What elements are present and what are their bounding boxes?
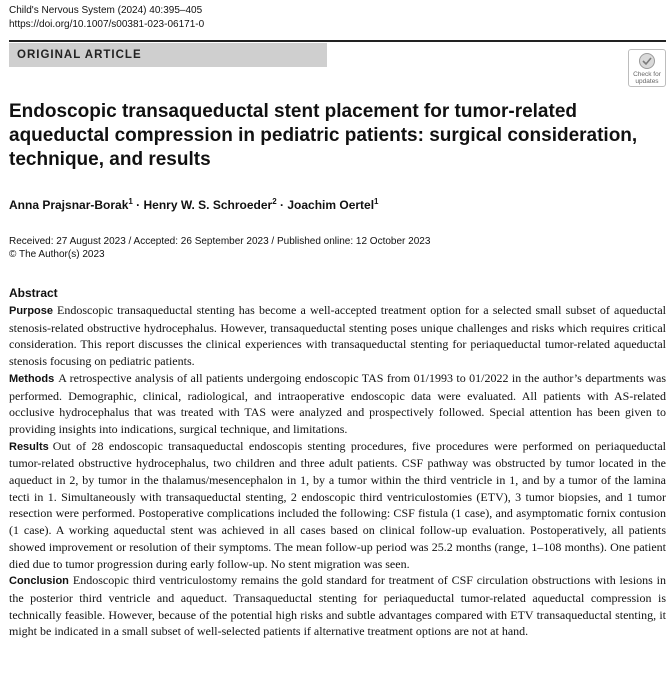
article-title: Endoscopic transaqueductal stent placement for tumor-related aqueductal compression in pediatric patients: surgical consideration, technique, and results (9, 101, 638, 170)
check-for-updates-badge[interactable] (628, 49, 666, 87)
article-type-label: ORIGINAL ARTICLE (17, 49, 142, 61)
journal-citation: Child's Nervous System (2024) 40:395–405 (9, 5, 203, 16)
author-affiliation: 1 (128, 197, 133, 206)
author-name[interactable]: Anna Prajsnar-Borak (9, 198, 129, 212)
abstract-section-text: Endoscopic third ventriculostomy remains the gold standard for treatment of CSF circulation obstructions with lesions in the posterior third ventricle and aqueduct. Transaqueductal stenting for periaqueductal tumor-related aqueductal compression is technically feasible. However, because of the potential high risks and subtle advantages compared with ETV transaqueductal stenting, it might be indicated in a small subset of well-selected patients if alternative treatment options are not at hand. (9, 573, 666, 639)
abstract-conclusion (9, 572, 666, 640)
publication-history: Received: 27 August 2023 / Accepted: 26 September 2023 / Published online: 12 October 2023 (9, 236, 431, 247)
author-affiliation: 1 (374, 197, 379, 206)
author-name[interactable]: Henry W. S. Schroeder (143, 198, 273, 212)
abstract-section-label: Methods (9, 372, 55, 385)
abstract-section-text: Endoscopic transaqueductal stenting has become a well-accepted treatment option for a selected small subset of aqueductal stenosis-related obstructive hydrocephalus. However, transaqueductal stenting poses unique challenges and risks which requires critical consideration. This report discusses the clinical experiences with transaqueductal stenting for periaqueductal tumor-related aqueductal stenosis focusing on pediatric patients. (9, 303, 666, 369)
check-for-updates-text: Check for updates (633, 71, 661, 85)
abstract-section-text: A retrospective analysis of all patients undergoing endoscopic TAS from 01/1993 to 01/2022 in the author’s departments was performed. Demographic, clinical, radiological, and intraoperative endoscopic data were evaluated. All patients with AS-related occlusive hydrocephalus that was treated with TAS were analyzed and prospectively followed. Special attention has been given to providing insights into indications, surgical technique, and limitations. (9, 370, 666, 436)
header-rule (9, 40, 666, 42)
doi-link[interactable]: https://doi.org/10.1007/s00381-023-06171-0 (9, 19, 205, 30)
author-separator: · (132, 198, 144, 212)
copyright-notice: © The Author(s) 2023 (9, 249, 105, 260)
author-affiliation: 2 (272, 197, 277, 206)
abstract-section-label: Conclusion (9, 575, 69, 588)
abstract-body (9, 302, 666, 640)
author-list (9, 194, 379, 213)
author-name[interactable]: Joachim Oertel (287, 198, 375, 212)
abstract-methods (9, 370, 666, 438)
abstract-results (9, 438, 666, 573)
abstract-purpose (9, 302, 666, 370)
author-separator: · (276, 198, 288, 212)
article-type-banner (9, 43, 327, 67)
abstract-heading: Abstract (9, 286, 58, 300)
abstract-section-text: Out of 28 endoscopic transaqueductal endoscopis stenting procedures, five procedures were performed on periaqueductal tumor-related obstructive hydrocephalus, two children and three adult patients. CSF pathway was obstructed by tumor located in the aqueduct in 2, by tumor in the thalamus/mesencephalon in 1, by a tumor within the third ventricle in 1, and by a tumor of the lamina tecti in 1. Simultaneously with transaqueductal stenting, 2 endoscopic third ventriculostomies (ETV), 3 tumor biopsies, and 1 tumor resection were performed. Postoperative complications included the following: CSF fistula (1 case), and asymptomatic fornix contusion (1 case). A working aqueductal stent was achieved in all cases based on clinical follow-up evaluation. Postoperatively, all patients showed improvement or resolution of their symptoms. The mean follow-up period was 25.2 months (range, 1–108 months). One patient died due to tumor progression during early follow-up. No stent migration was seen. (9, 438, 666, 571)
publication-dates (9, 235, 430, 261)
check-for-updates-icon (638, 52, 656, 70)
abstract-section-label: Results (9, 440, 49, 453)
abstract-section-label: Purpose (9, 305, 54, 317)
journal-header (9, 4, 204, 32)
